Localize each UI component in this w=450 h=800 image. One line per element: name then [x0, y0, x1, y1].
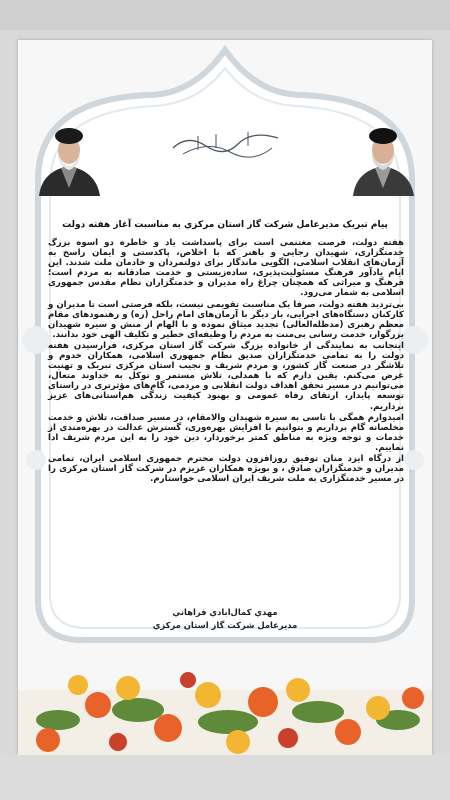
paragraph: هفته دولت، فرصت مغتنمی است برای پاسداشت یاد و خاطره دو اسوه بزرگ خدمتگزاری، شهیدان رجایی و باهنر که با اخلاص، پاکدستی و ایمان راسخ به آرمان‌های انقلاب اسلامی، الگویی ماندگار برای دولتمردان و خادمان ملت شدند. این ایام یادآور فرهنگ مسئولیت‌پذیری، سادەزیستی و خدمت صادقانه به مردم است؛ فرهنگ و میراثی که همچنان چراغ راه مدیران و خدمتگزاران نظام مقدس جمهوری اسلامی به شمار می‌رود. [48, 238, 404, 299]
paragraph: امیدوارم همگی با تاسی به سیره شهیدان والامقام، در مسیر صداقت، تلاش و خدمت مخلصانه گام برداریم و بتوانیم با افزایش بهره‌وری، گسترش عدالت در بهره‌مندی از خدمات و توجه ویژه به مناطق کمتر برخوردار، دین خود را به این مردم شریف ادا نماییم. [48, 412, 404, 453]
bismillah-calligraphy-icon [168, 126, 288, 162]
paragraph: اینجانب به نمایندگی از خانواده بزرگ شرکت گاز استان مرکزی، فرارسیدن هفته دولت را به تمامی خدمتگزاران صدیق نظام جمهوری اسلامی، همکاران خدوم و تلاشگر در صنعت گاز کشور، و مردم شریف و نجیب استان مرکزی تبریک و تهنیت عرض می‌کنم. یقین دارم که با همدلی، تلاش مستمر و توکل به خداوند متعال، می‌توانیم در مسیر تحقق اهداف دولت انقلابی و مردمی، گام‌های مؤثرتری در راستای توسعه پایدار، ارتقای رفاه عمومی و بهبود کیفیت زندگی هم‌استانی‌های عزیز برداریم. [48, 340, 404, 412]
letter-card [18, 40, 432, 755]
signer-position: مدیرعامل شرکت گاز استان مرکزي [152, 620, 298, 630]
flower-decoration-image [18, 650, 432, 755]
letter-body [48, 238, 404, 485]
paragraph: بی‌تردید هفته دولت، صرفا یک مناسبت تقویمی نیست، بلکه فرصتی است تا مدیران و کارکنان دستگاه‌های اجرایی، بار دیگر با آرمان‌های امام راحل (ره) و رهنمودهای مقام معظم رهبری (مدظله‌العالی) تجدید میثاق نموده و با الهام از منش و سیره شهیدان بزرگوار، خدمت رسانی بی‌منت به مردم را وظیفه‌ای خطیر و تکلیف الهی خود بدانند. [47, 299, 404, 340]
letter-title: پیام تبریک مدیرعامل شرکت گاز استان مرکزي به مناسبت آغاز هفته دولت [62, 220, 388, 230]
bottom-strip [0, 755, 450, 800]
portrait-left-image [34, 116, 104, 196]
paragraph: از درگاه ایزد منان توفیق روزافزون دولت محترم جمهوری اسلامی ایران، تمامی مدیران و خدمتگزاران صادق ، و بویژه همکاران عزیزم در شرکت گاز استان مرکزی را در مسیر خدمتگزاری به ملت شریف ایران اسلامی خواستارم. [48, 453, 404, 485]
signer-name: مهدي كمال‌ابادي فراهاني [172, 607, 278, 617]
portrait-right-image [348, 116, 418, 196]
signature-block [78, 606, 372, 632]
top-bar [0, 0, 450, 30]
